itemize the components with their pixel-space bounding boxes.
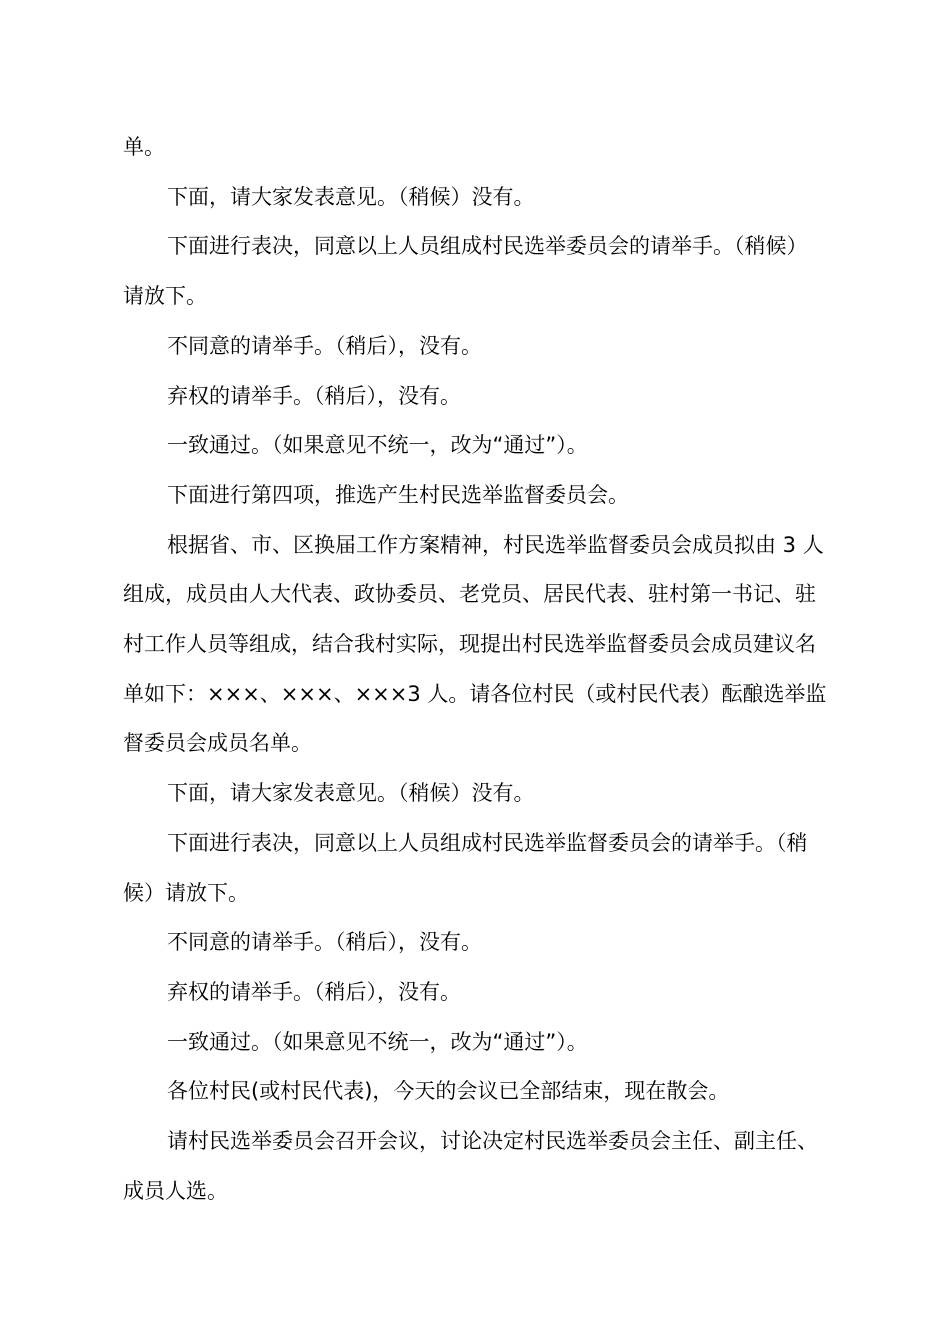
paragraph: 不同意的请举手。（稍后），没有。 <box>167 333 482 358</box>
paragraph: 下面进行第四项，推选产生村民选举监督委员会。 <box>167 482 629 507</box>
paragraph: 不同意的请举手。（稍后），没有。 <box>167 930 482 955</box>
paragraph: 单。 <box>123 135 165 159</box>
paragraph: 一致通过。（如果意见不统一，改为“通过”）。 <box>167 433 588 458</box>
paragraph: 下面，请大家发表意见。（稍候）没有。 <box>167 781 535 806</box>
paragraph: 弃权的请举手。（稍后），没有。 <box>167 383 461 408</box>
paragraph: 下面进行表决，同意以上人员组成村民选举监督委员会的请举手。（稍候）请放下。 <box>123 830 808 905</box>
paragraph: 根据省、市、区换届工作方案精神，村民选举监督委员会成员拟由 3 人组成，成员由人大代表、政协委员、老党员、居民代表、驻村第一书记、驻村工作人员等组成，结合我村实际，现提出村民选举监督委员会成员建议名单如下：×××、×××、×××3 人。请各位村民（或村民代表）酝酿选举监督委员会成员名单。 <box>123 532 827 756</box>
paragraph: 下面，请大家发表意见。（稍候）没有。 <box>167 184 535 209</box>
paragraph: 下面进行表决，同意以上人员组成村民选举委员会的请举手。（稍候）请放下。 <box>123 234 808 309</box>
paragraph: 各位村民(或村民代表)，今天的会议已全部结束，现在散会。 <box>167 1079 730 1104</box>
paragraph: 一致通过。（如果意见不统一，改为“通过”）。 <box>167 1029 588 1054</box>
paragraph: 弃权的请举手。（稍后），没有。 <box>167 979 461 1004</box>
document-body <box>123 123 828 1216</box>
paragraph: 请村民选举委员会召开会议，讨论决定村民选举委员会主任、副主任、成员人选。 <box>123 1129 818 1203</box>
